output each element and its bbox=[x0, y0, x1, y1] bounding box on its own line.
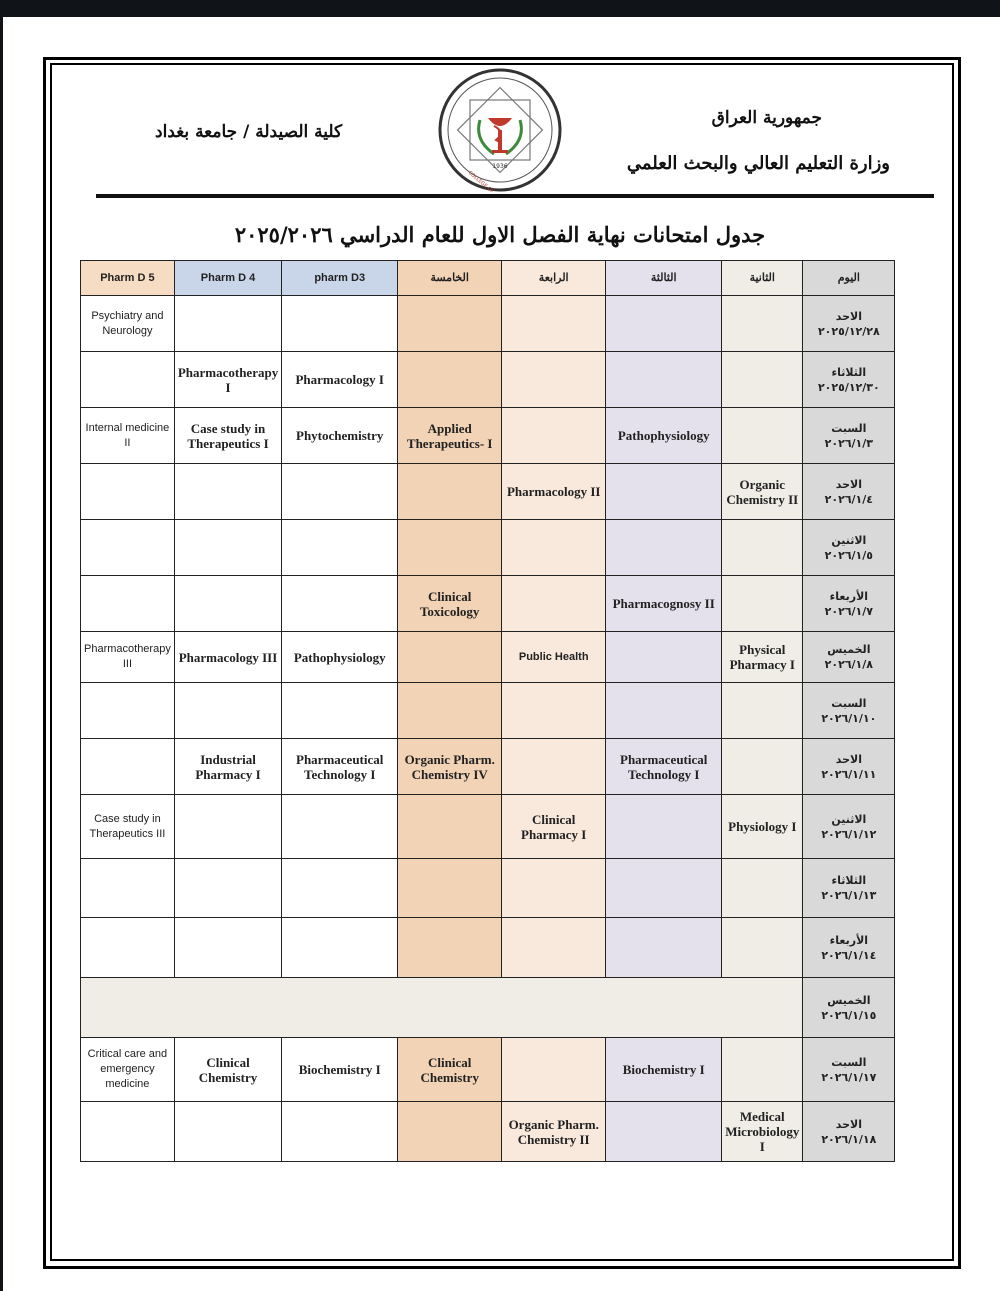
exam-cell-d4 bbox=[174, 859, 281, 918]
exam-cell-d5 bbox=[81, 1102, 175, 1162]
exam-date: ٢٠٢٦/١/١٧ bbox=[821, 1070, 877, 1084]
exam-cell-third bbox=[606, 918, 722, 978]
table-row bbox=[81, 464, 895, 520]
exam-cell-fourth bbox=[502, 859, 606, 918]
exam-cell-third bbox=[606, 464, 722, 520]
exam-cell-fifth bbox=[398, 632, 502, 683]
exam-cell-fourth bbox=[502, 520, 606, 576]
college-seal-icon bbox=[438, 68, 562, 192]
exam-cell-d4 bbox=[174, 296, 281, 352]
exam-cell-third bbox=[606, 520, 722, 576]
exam-cell-fourth bbox=[502, 352, 606, 408]
day-name: الاثنين bbox=[831, 812, 867, 826]
day-name: الخميس bbox=[827, 643, 871, 656]
exam-cell-d3 bbox=[282, 296, 398, 352]
exam-cell-d3: Biochemistry I bbox=[282, 1038, 398, 1102]
exam-date: ٢٠٢٥/١٢/٢٨ bbox=[817, 324, 880, 338]
exam-cell-second: Physiology I bbox=[722, 795, 803, 859]
exam-cell-third bbox=[606, 1102, 722, 1162]
exam-cell-d5: Internal medicine II bbox=[81, 408, 175, 464]
exam-cell-d4 bbox=[174, 683, 281, 739]
exam-cell-d4 bbox=[174, 520, 281, 576]
day-date-cell bbox=[803, 795, 895, 859]
exam-cell-d4: Industrial Pharmacy I bbox=[174, 739, 281, 795]
table-row bbox=[81, 296, 895, 352]
day-date-cell bbox=[803, 408, 895, 464]
top-dark-bar bbox=[0, 0, 1000, 17]
exam-cell-second bbox=[722, 918, 803, 978]
exam-cell-fourth bbox=[502, 739, 606, 795]
exam-cell-fifth bbox=[398, 918, 502, 978]
day-date-cell bbox=[803, 1102, 895, 1162]
exam-cell-fourth bbox=[502, 576, 606, 632]
exam-cell-d5 bbox=[81, 520, 175, 576]
exam-cell-fourth bbox=[502, 1038, 606, 1102]
exam-cell-d5 bbox=[81, 352, 175, 408]
exam-cell-second bbox=[722, 296, 803, 352]
exam-cell-fifth bbox=[398, 1102, 502, 1162]
exam-cell-d4: Pharmacology III bbox=[174, 632, 281, 683]
exam-cell-third: Biochemistry I bbox=[606, 1038, 722, 1102]
table-row bbox=[81, 632, 895, 683]
exam-cell-d3: Phytochemistry bbox=[282, 408, 398, 464]
day-name: الاثنين bbox=[831, 533, 867, 547]
exam-cell-d4: Case study in Therapeutics I bbox=[174, 408, 281, 464]
exam-cell-d3 bbox=[282, 859, 398, 918]
table-row bbox=[81, 408, 895, 464]
table-row bbox=[81, 683, 895, 739]
exam-cell-d5 bbox=[81, 739, 175, 795]
table-row bbox=[81, 859, 895, 918]
header-divider bbox=[96, 194, 934, 198]
exam-cell-d4: Pharmacotherapy I bbox=[174, 352, 281, 408]
exam-cell-d3: Pathophysiology bbox=[282, 632, 398, 683]
day-date-cell bbox=[803, 576, 895, 632]
exam-cell-d3: Pharmaceutical Technology I bbox=[282, 739, 398, 795]
exam-cell-d4 bbox=[174, 464, 281, 520]
exam-cell-fifth bbox=[398, 795, 502, 859]
exam-cell-d5 bbox=[81, 918, 175, 978]
day-name: الثلاثاء bbox=[831, 365, 867, 379]
exam-cell-fourth bbox=[502, 296, 606, 352]
seal-year: 1936 bbox=[492, 163, 508, 170]
exam-cell-fifth bbox=[398, 683, 502, 739]
day-date-cell bbox=[803, 520, 895, 576]
exam-date: ٢٠٢٦/١/١٤ bbox=[821, 948, 877, 962]
exam-date: ٢٠٢٦/١/٣ bbox=[824, 436, 873, 450]
exam-cell-d3 bbox=[282, 520, 398, 576]
exam-cell-d3 bbox=[282, 918, 398, 978]
exam-cell-fifth bbox=[398, 296, 502, 352]
table-row bbox=[81, 978, 895, 1038]
table-header-row bbox=[81, 261, 895, 296]
exam-cell-fourth: Clinical Pharmacy I bbox=[502, 795, 606, 859]
day-name: الاحد bbox=[835, 477, 862, 491]
exam-cell-d5: Case study in Therapeutics III bbox=[81, 795, 175, 859]
exam-cell-d3: Pharmacology I bbox=[282, 352, 398, 408]
day-name: الاحد bbox=[835, 1117, 862, 1131]
table-row bbox=[81, 576, 895, 632]
exam-cell-fourth bbox=[502, 683, 606, 739]
table-row bbox=[81, 520, 895, 576]
day-date-cell bbox=[803, 296, 895, 352]
column-header-third: الثالثة bbox=[606, 261, 722, 296]
exam-cell-second bbox=[722, 739, 803, 795]
day-date-cell bbox=[803, 683, 895, 739]
exam-cell-fifth bbox=[398, 352, 502, 408]
exam-cell-d5: Psychiatry and Neurology bbox=[81, 296, 175, 352]
exam-cell-third bbox=[606, 859, 722, 918]
exam-cell-third bbox=[606, 795, 722, 859]
column-header-day: اليوم bbox=[803, 261, 895, 296]
exam-cell-second bbox=[722, 859, 803, 918]
exam-cell-third: Pathophysiology bbox=[606, 408, 722, 464]
exam-cell-d5 bbox=[81, 859, 175, 918]
exam-cell-d3 bbox=[282, 576, 398, 632]
day-name: السبت bbox=[831, 696, 867, 710]
exam-cell-second bbox=[722, 408, 803, 464]
exam-cell-fifth bbox=[398, 859, 502, 918]
exam-cell-d4: Clinical Chemistry bbox=[174, 1038, 281, 1102]
college-name: كلية الصيدلة / جامعة بغداد bbox=[155, 122, 343, 142]
exam-cell-third bbox=[606, 632, 722, 683]
exam-cell-second: Physical Pharmacy I bbox=[722, 632, 803, 683]
exam-date: ٢٠٢٦/١/١٥ bbox=[821, 1008, 877, 1022]
exam-cell-d5 bbox=[81, 464, 175, 520]
exam-cell-d3 bbox=[282, 683, 398, 739]
exam-cell-second bbox=[722, 683, 803, 739]
exam-cell-d4 bbox=[174, 918, 281, 978]
exam-cell-fourth: Pharmacology II bbox=[502, 464, 606, 520]
day-name: السبت bbox=[831, 421, 867, 435]
country-name: جمهورية العراق bbox=[711, 108, 822, 128]
exam-date: ٢٠٢٦/١/١٣ bbox=[821, 889, 877, 902]
exam-cell-fourth: Public Health bbox=[502, 632, 606, 683]
column-header-pharm-d3: pharm D3 bbox=[282, 261, 398, 296]
day-date-cell bbox=[803, 918, 895, 978]
exam-cell-d5 bbox=[81, 576, 175, 632]
exam-cell-third bbox=[606, 296, 722, 352]
exam-date: ٢٠٢٦/١/١٢ bbox=[821, 827, 877, 841]
exam-cell-fifth: Applied Therapeutics- I bbox=[398, 408, 502, 464]
day-name: الأربعاء bbox=[829, 933, 869, 947]
day-date-cell bbox=[803, 464, 895, 520]
exam-cell-fifth bbox=[398, 520, 502, 576]
column-header-pharm-d4: Pharm D 4 bbox=[174, 261, 281, 296]
exam-cell-second bbox=[722, 576, 803, 632]
table-row bbox=[81, 1102, 895, 1162]
exam-date: ٢٠٢٥/١٢/٣٠ bbox=[817, 380, 880, 394]
exam-cell-fourth: Organic Pharm. Chemistry II bbox=[502, 1102, 606, 1162]
day-name: الأربعاء bbox=[829, 589, 869, 603]
exam-cell-d5: Pharmacotherapy III bbox=[81, 632, 175, 683]
exam-cell-d3 bbox=[282, 1102, 398, 1162]
exam-cell-fourth bbox=[502, 918, 606, 978]
day-name: الاحد bbox=[835, 309, 862, 323]
exam-cell-d4 bbox=[174, 1102, 281, 1162]
exam-cell-d3 bbox=[282, 795, 398, 859]
holiday-cell bbox=[81, 978, 803, 1038]
exam-date: ٢٠٢٦/١/٤ bbox=[824, 492, 873, 506]
exam-cell-d5 bbox=[81, 683, 175, 739]
exam-cell-d4 bbox=[174, 795, 281, 859]
exam-cell-d5: Critical care and emergency medicine bbox=[81, 1038, 175, 1102]
exam-cell-d4 bbox=[174, 576, 281, 632]
day-date-cell bbox=[803, 1038, 895, 1102]
column-header-pharm-d5: Pharm D 5 bbox=[81, 261, 175, 296]
exam-cell-fifth: Organic Pharm. Chemistry IV bbox=[398, 739, 502, 795]
day-date-cell bbox=[803, 352, 895, 408]
column-header-second: الثانية bbox=[722, 261, 803, 296]
exam-cell-second bbox=[722, 1038, 803, 1102]
exam-date: ٢٠٢٦/١/٧ bbox=[824, 604, 873, 618]
day-name: الاحد bbox=[835, 752, 862, 766]
day-name: الخميس bbox=[827, 993, 871, 1007]
exam-cell-third bbox=[606, 352, 722, 408]
day-name: الثلاثاء bbox=[831, 874, 867, 887]
table-row bbox=[81, 795, 895, 859]
ministry-name: وزارة التعليم العالي والبحث العلمي bbox=[626, 153, 890, 174]
exam-cell-d3 bbox=[282, 464, 398, 520]
exam-date: ٢٠٢٦/١/١٠ bbox=[821, 711, 877, 725]
exam-date: ٢٠٢٦/١/١١ bbox=[821, 767, 877, 781]
exam-cell-second: Medical Microbiology I bbox=[722, 1102, 803, 1162]
exam-cell-fifth: Clinical Chemistry bbox=[398, 1038, 502, 1102]
column-header-fourth: الرابعة bbox=[502, 261, 606, 296]
page-title: جدول امتحانات نهاية الفصل الاول للعام الدراسي ٢٠٢٥/٢٠٢٦ bbox=[234, 222, 766, 247]
exam-cell-second bbox=[722, 520, 803, 576]
exam-date: ٢٠٢٦/١/٨ bbox=[824, 658, 873, 671]
exam-cell-fifth: Clinical Toxicology bbox=[398, 576, 502, 632]
day-date-cell bbox=[803, 632, 895, 683]
exam-cell-third: Pharmacognosy II bbox=[606, 576, 722, 632]
exam-cell-fifth bbox=[398, 464, 502, 520]
exam-schedule-table bbox=[80, 260, 895, 1162]
table-row bbox=[81, 739, 895, 795]
table-row bbox=[81, 1038, 895, 1102]
exam-cell-third: Pharmaceutical Technology I bbox=[606, 739, 722, 795]
table-body bbox=[81, 296, 895, 1162]
exam-date: ٢٠٢٦/١/١٨ bbox=[821, 1132, 877, 1146]
exam-cell-second: Organic Chemistry II bbox=[722, 464, 803, 520]
table-row bbox=[81, 352, 895, 408]
exam-cell-second bbox=[722, 352, 803, 408]
exam-date: ٢٠٢٦/١/٥ bbox=[824, 548, 873, 562]
day-date-cell bbox=[803, 978, 895, 1038]
exam-cell-third bbox=[606, 683, 722, 739]
day-date-cell bbox=[803, 859, 895, 918]
exam-cell-fourth bbox=[502, 408, 606, 464]
day-date-cell bbox=[803, 739, 895, 795]
table-row bbox=[81, 918, 895, 978]
left-dark-bar bbox=[0, 17, 3, 1291]
day-name: السبت bbox=[831, 1055, 867, 1069]
column-header-fifth: الخامسة bbox=[398, 261, 502, 296]
